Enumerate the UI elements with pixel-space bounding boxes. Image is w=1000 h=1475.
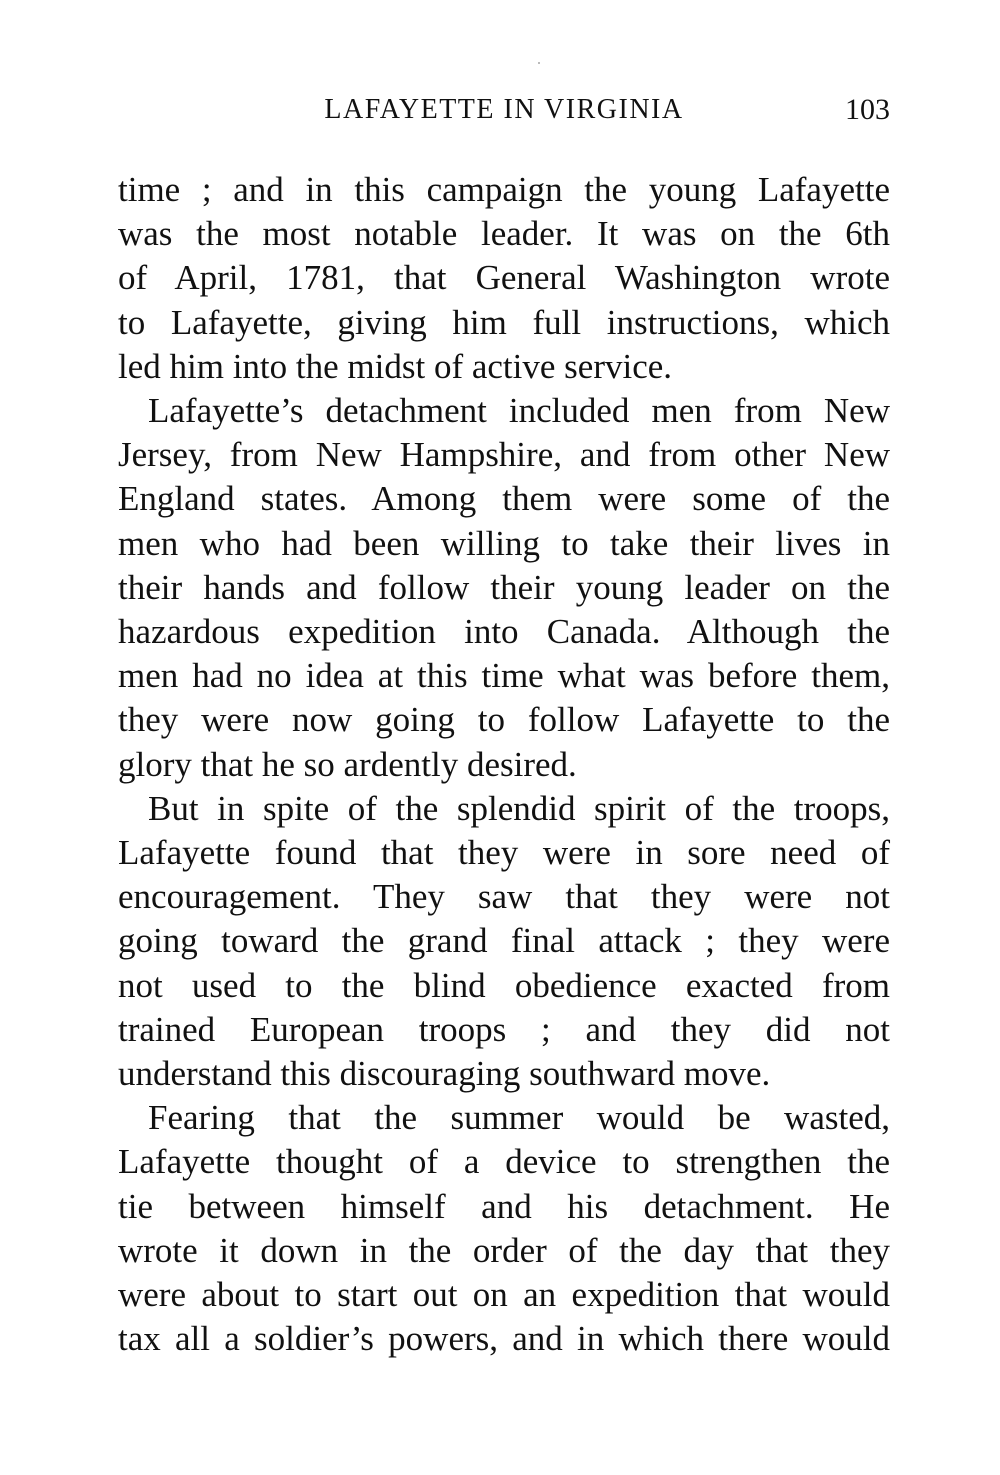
text-line: men had no idea at this time what was before them, bbox=[118, 656, 890, 696]
text-line: led him into the midst of active service. bbox=[118, 346, 673, 386]
paragraph-3 bbox=[118, 787, 890, 1096]
text-line: tie between himself and his detachment. He bbox=[118, 1186, 890, 1226]
text-line: men who had been willing to take their lives in bbox=[118, 523, 890, 563]
text-line: their hands and follow their young leader on the bbox=[118, 567, 890, 607]
text-line: Lafayette found that they were in sore need of bbox=[118, 833, 890, 873]
text-line: understand this discouraging southward move. bbox=[118, 1054, 771, 1094]
text-line: encouragement. They saw that they were not bbox=[118, 877, 890, 917]
text-line: Jersey, from New Hampshire, and from other New bbox=[118, 435, 890, 475]
text-line: to Lafayette, giving him full instructions, which bbox=[118, 302, 890, 342]
text-line: hazardous expedition into Canada. Although the bbox=[118, 612, 890, 652]
text-line: Lafayette thought of a device to strengthen the bbox=[118, 1142, 890, 1182]
paragraph-1 bbox=[118, 168, 890, 389]
running-title: LAFAYETTE IN VIRGINIA bbox=[324, 94, 684, 125]
text-line: trained European troops ; and they did not bbox=[118, 1009, 890, 1049]
scan-speck bbox=[538, 62, 540, 64]
body-text bbox=[118, 168, 890, 1361]
text-line: going toward the grand final attack ; they were bbox=[118, 921, 890, 961]
page-number: 103 bbox=[845, 93, 890, 126]
text-line: they were now going to follow Lafayette to the bbox=[118, 700, 890, 740]
text-line: of April, 1781, that General Washington wrote bbox=[118, 258, 890, 298]
text-line: was the most notable leader. It was on the 6th bbox=[118, 214, 890, 254]
text-line: wrote it down in the order of the day that they bbox=[118, 1230, 890, 1270]
text-line: not used to the blind obedience exacted from bbox=[118, 965, 890, 1005]
paragraph-4 bbox=[118, 1096, 890, 1361]
text-line: glory that he so ardently desired. bbox=[118, 744, 577, 784]
paragraph-2 bbox=[118, 389, 890, 787]
text-line: tax all a soldier’s powers, and in which there would bbox=[118, 1319, 890, 1359]
page-header bbox=[118, 88, 890, 132]
text-line: But in spite of the splendid spirit of the troops, bbox=[148, 788, 890, 828]
text-line: time ; and in this campaign the young Lafayette bbox=[118, 170, 890, 209]
text-line: Fearing that the summer would be wasted, bbox=[148, 1098, 890, 1138]
text-line: were about to start out on an expedition that would bbox=[118, 1275, 890, 1315]
text-line: England states. Among them were some of the bbox=[118, 479, 890, 519]
text-line: Lafayette’s detachment included men from New bbox=[148, 391, 890, 431]
